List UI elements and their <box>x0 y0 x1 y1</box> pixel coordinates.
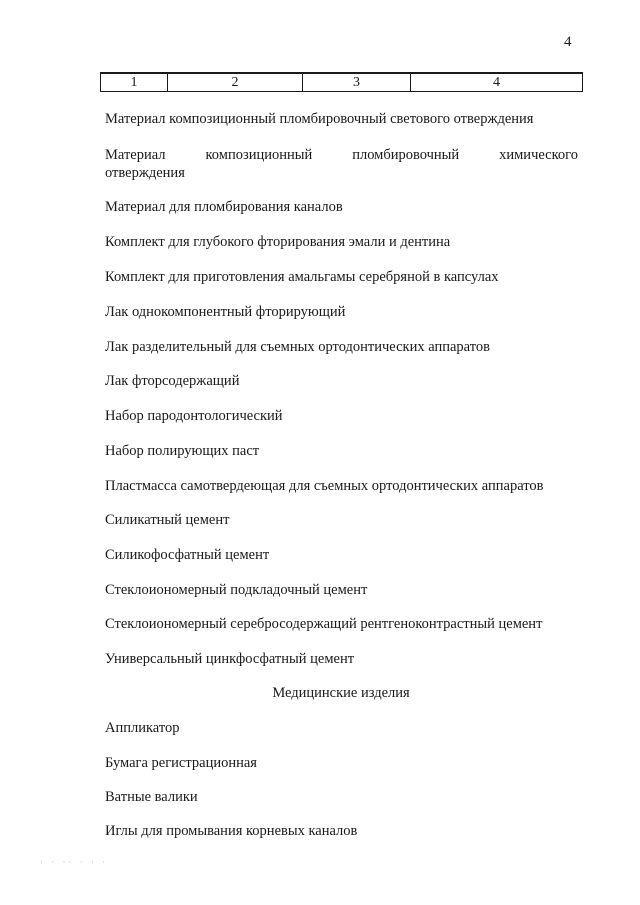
list-item: Набор полирующих паст <box>105 443 260 459</box>
scan-artifact-marks: · · ·· · · · <box>40 857 109 867</box>
list-item: Стеклоиономерный подкладочный цемент <box>105 582 368 598</box>
section-heading: Медицинские изделия <box>272 685 410 701</box>
list-item: Бумага регистрационная <box>105 755 257 771</box>
column-number-1: 1 <box>101 73 168 92</box>
list-item: Лак разделительный для съемных ортодонтических аппаратов <box>105 339 490 355</box>
list-item-line: отверждения <box>105 165 185 181</box>
list-item: Стеклоиономерный серебросодержащий рентгеноконтрастный цемент <box>105 616 543 632</box>
list-item: Комплект для глубокого фторирования эмали и дентина <box>105 234 451 250</box>
list-item <box>105 146 578 182</box>
table-header-row <box>101 73 583 92</box>
list-item: Пластмасса самотвердеющая для съемных ортодонтических аппаратов <box>105 478 544 494</box>
list-item: Универсальный цинкфосфатный цемент <box>105 651 355 667</box>
list-item: Силикофосфатный цемент <box>105 547 270 563</box>
list-item: Материал композиционный пломбировочный светового отверждения <box>105 111 534 127</box>
list-item-word: композиционный <box>205 147 313 163</box>
list-item: Комплект для приготовления амальгамы серебряной в капсулах <box>105 269 499 285</box>
list-item-word: пломбировочный <box>352 147 460 163</box>
list-item: Лак фторсодержащий <box>105 373 240 389</box>
list-item: Набор пародонтологический <box>105 408 283 424</box>
list-item: Иглы для промывания корневых каналов <box>105 823 358 839</box>
list-item-line <box>105 146 578 164</box>
list-item-word: химического <box>499 147 578 163</box>
column-number-3: 3 <box>303 73 411 92</box>
column-number-2: 2 <box>168 73 303 92</box>
list-item: Силикатный цемент <box>105 512 230 528</box>
column-number-4: 4 <box>411 73 583 92</box>
list-item: Ватные валики <box>105 789 198 805</box>
list-item-word: Материал <box>105 147 166 163</box>
column-header-table <box>100 72 583 92</box>
list-item: Материал для пломбирования каналов <box>105 199 343 215</box>
list-item: Аппликатор <box>105 720 180 736</box>
list-item: Лак однокомпонентный фторирующий <box>105 304 346 320</box>
page-number: 4 <box>564 34 572 50</box>
